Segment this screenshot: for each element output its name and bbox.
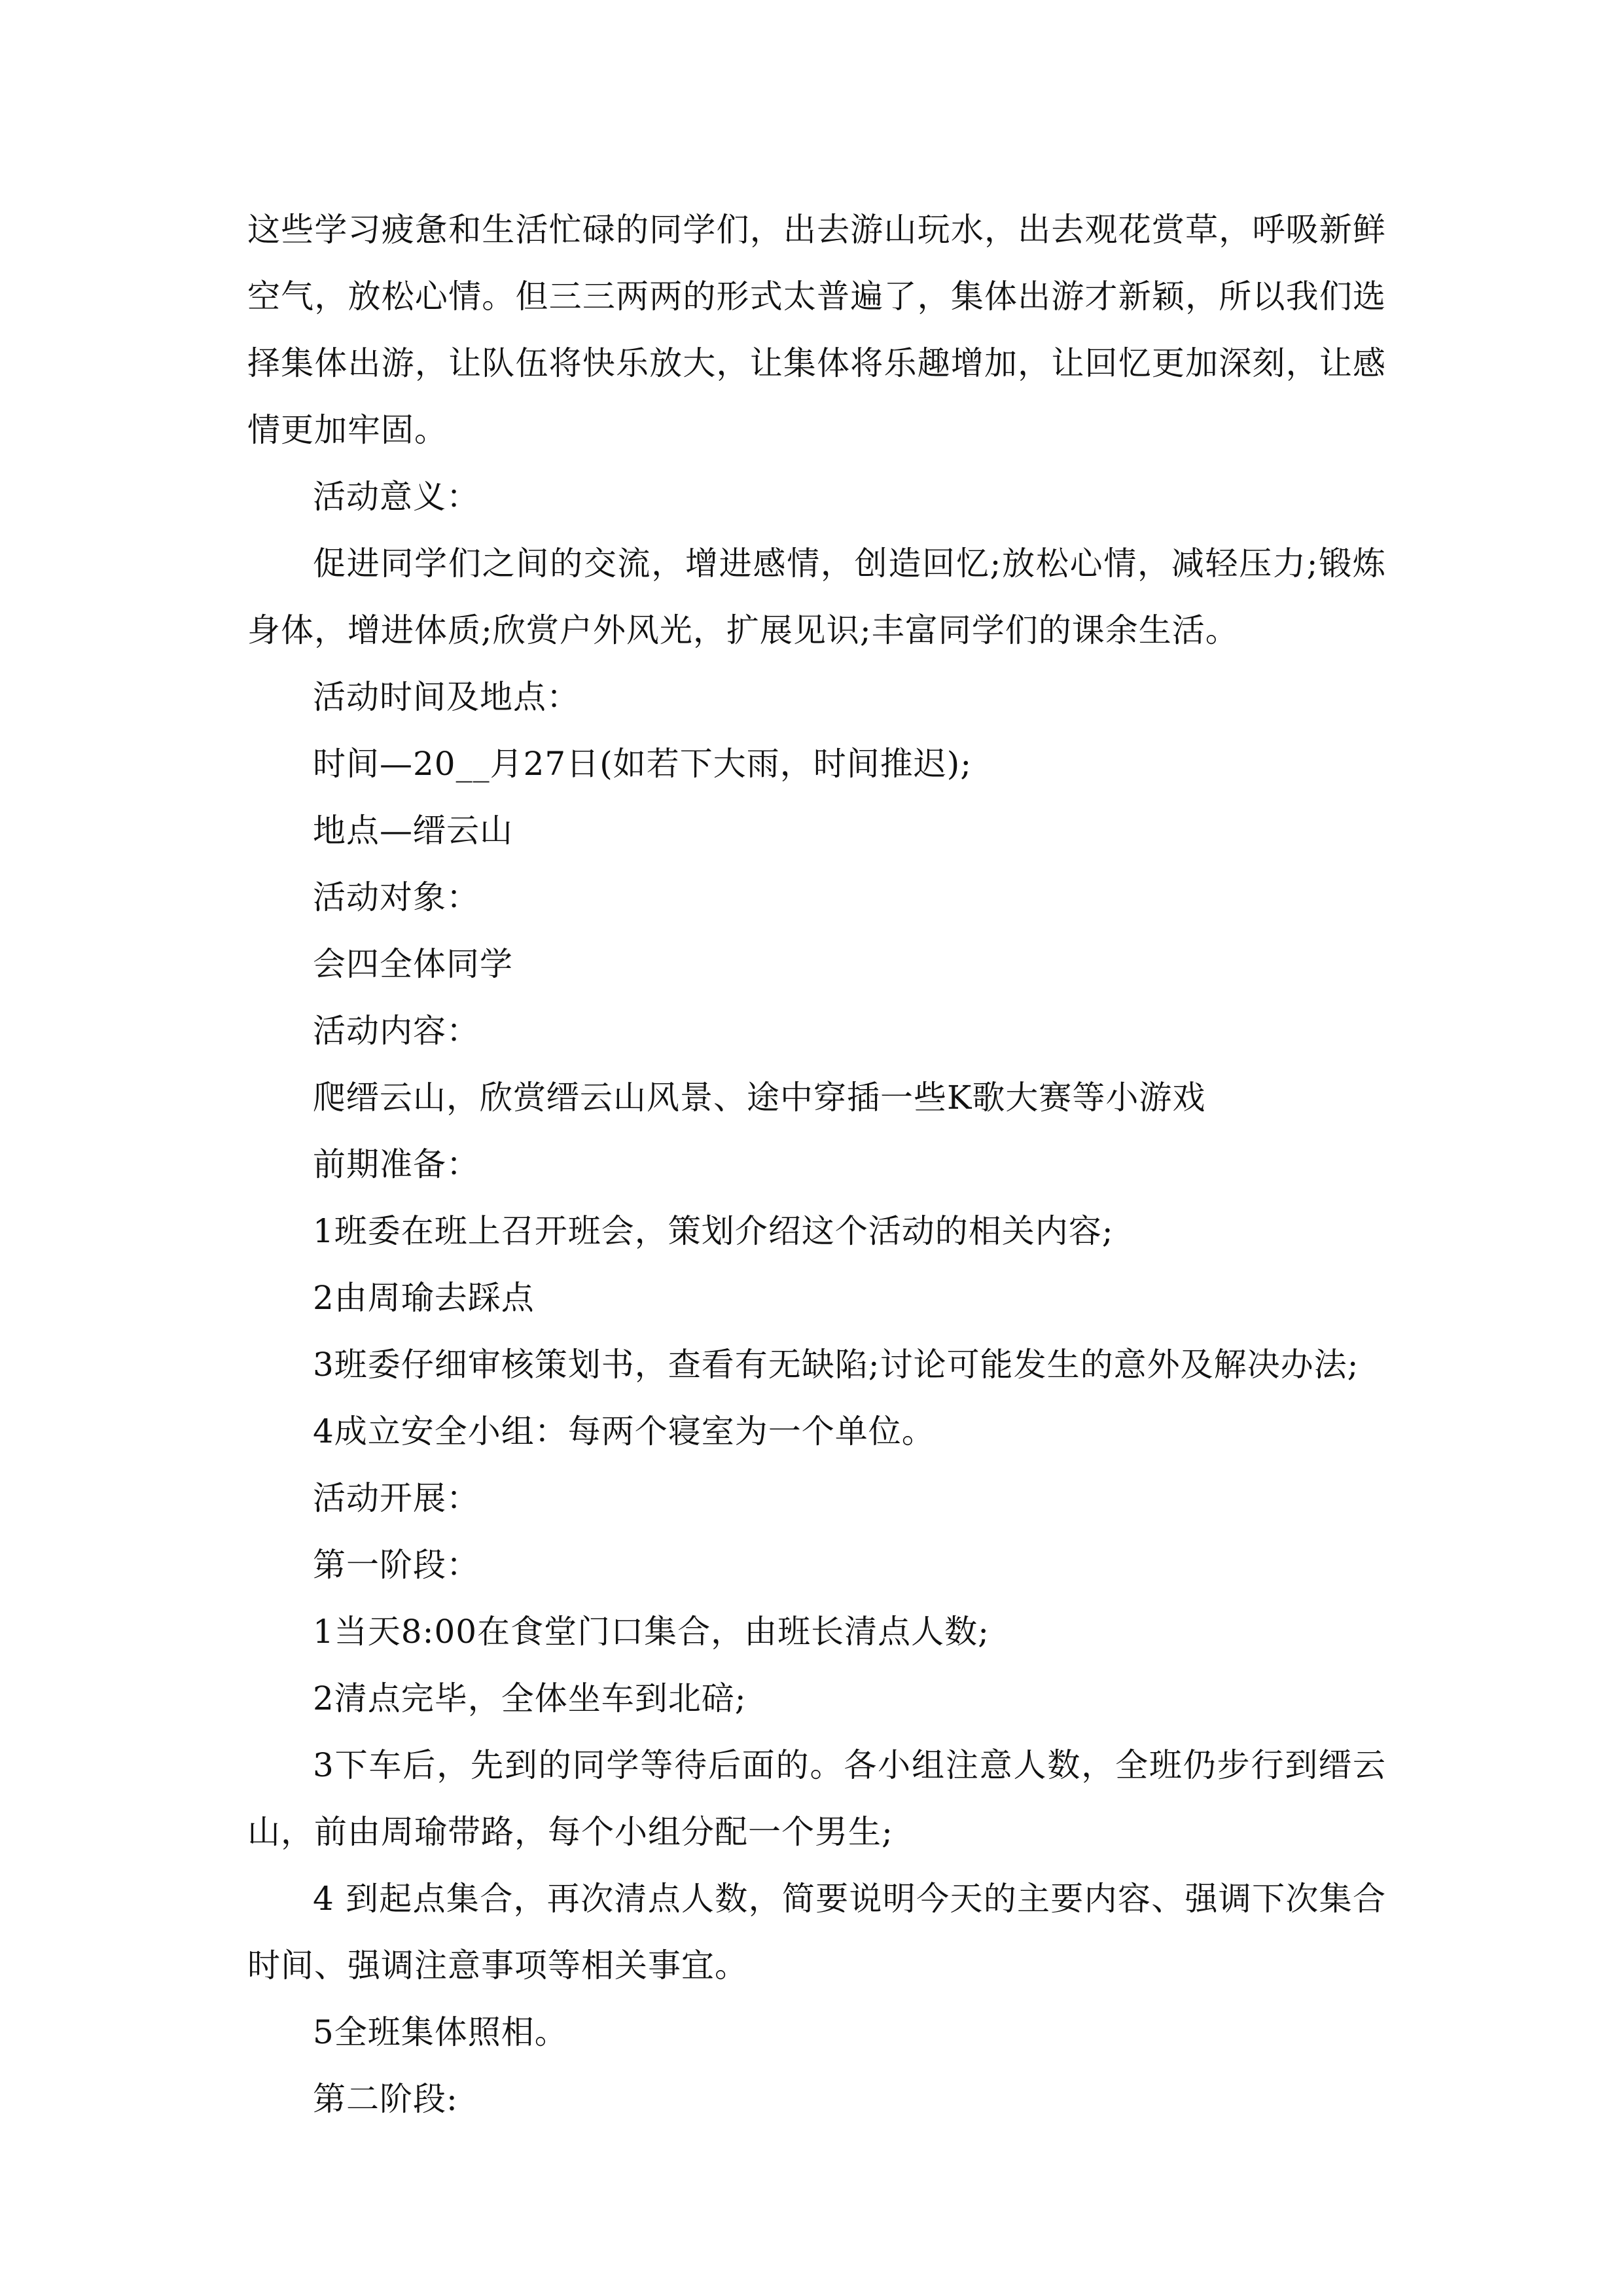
line-place: 地点—缙云山 xyxy=(313,812,513,850)
line-audience: 会四全体同学 xyxy=(313,945,513,983)
document-body xyxy=(247,196,1386,2132)
stage-one-item-2: 2清点完毕，全体坐车到北碚; xyxy=(313,1679,747,1717)
paragraph-significance: 促进同学们之间的交流，增进感情，创造回忆;放松心情，减轻压力;锻炼身体，增进体质;欣赏户外风光，扩展见识;丰富同学们的课余生活。 xyxy=(247,545,1386,649)
heading-audience: 活动对象： xyxy=(313,878,480,916)
heading-stage-one: 第一阶段： xyxy=(313,1546,480,1584)
stage-one-item-3: 3下车后，先到的同学等待后面的。各小组注意人数，全班仍步行到缙云山，前由周瑜带路，每个小组分配一个男生; xyxy=(247,1746,1386,1851)
heading-activity-process: 活动开展： xyxy=(313,1479,480,1517)
prep-item-3: 3班委仔细审核策划书，查看有无缺陷;讨论可能发生的意外及解决办法; xyxy=(313,1346,1359,1384)
paragraph-intro: 这些学习疲惫和生活忙碌的同学们，出去游山玩水，出去观花赏草，呼吸新鲜空气，放松心情。但三三两两的形式太普遍了，集体出游才新颖，所以我们选择集体出游，让队伍将快乐放大，让集体将乐趣增加，让回忆更加深刻，让感情更加牢固。 xyxy=(247,211,1386,449)
stage-one-item-5: 5全班集体照相。 xyxy=(313,2013,568,2051)
heading-content: 活动内容： xyxy=(313,1012,480,1050)
prep-item-4: 4成立安全小组：每两个寝室为一个单位。 xyxy=(313,1412,935,1450)
stage-one-item-1: 1当天8:00在食堂门口集合，由班长清点人数; xyxy=(313,1613,990,1651)
heading-activity-significance: 活动意义： xyxy=(313,478,480,516)
heading-stage-two: 第二阶段: xyxy=(313,2080,458,2118)
stage-one-item-4: 4 到起点集合，再次清点人数，简要说明今天的主要内容、强调下次集合时间、强调注意事项等相关事宜。 xyxy=(247,1880,1386,1984)
line-time: 时间—20__月27日(如若下大雨，时间推迟); xyxy=(313,745,972,783)
prep-item-1: 1班委在班上召开班会，策划介绍这个活动的相关内容; xyxy=(313,1212,1114,1250)
prep-item-2: 2由周瑜去踩点 xyxy=(313,1279,535,1317)
line-content: 爬缙云山，欣赏缙云山风景、途中穿插一些K歌大赛等小游戏 xyxy=(313,1079,1206,1117)
heading-preparation: 前期准备： xyxy=(313,1145,480,1183)
heading-time-place: 活动时间及地点： xyxy=(313,678,580,716)
